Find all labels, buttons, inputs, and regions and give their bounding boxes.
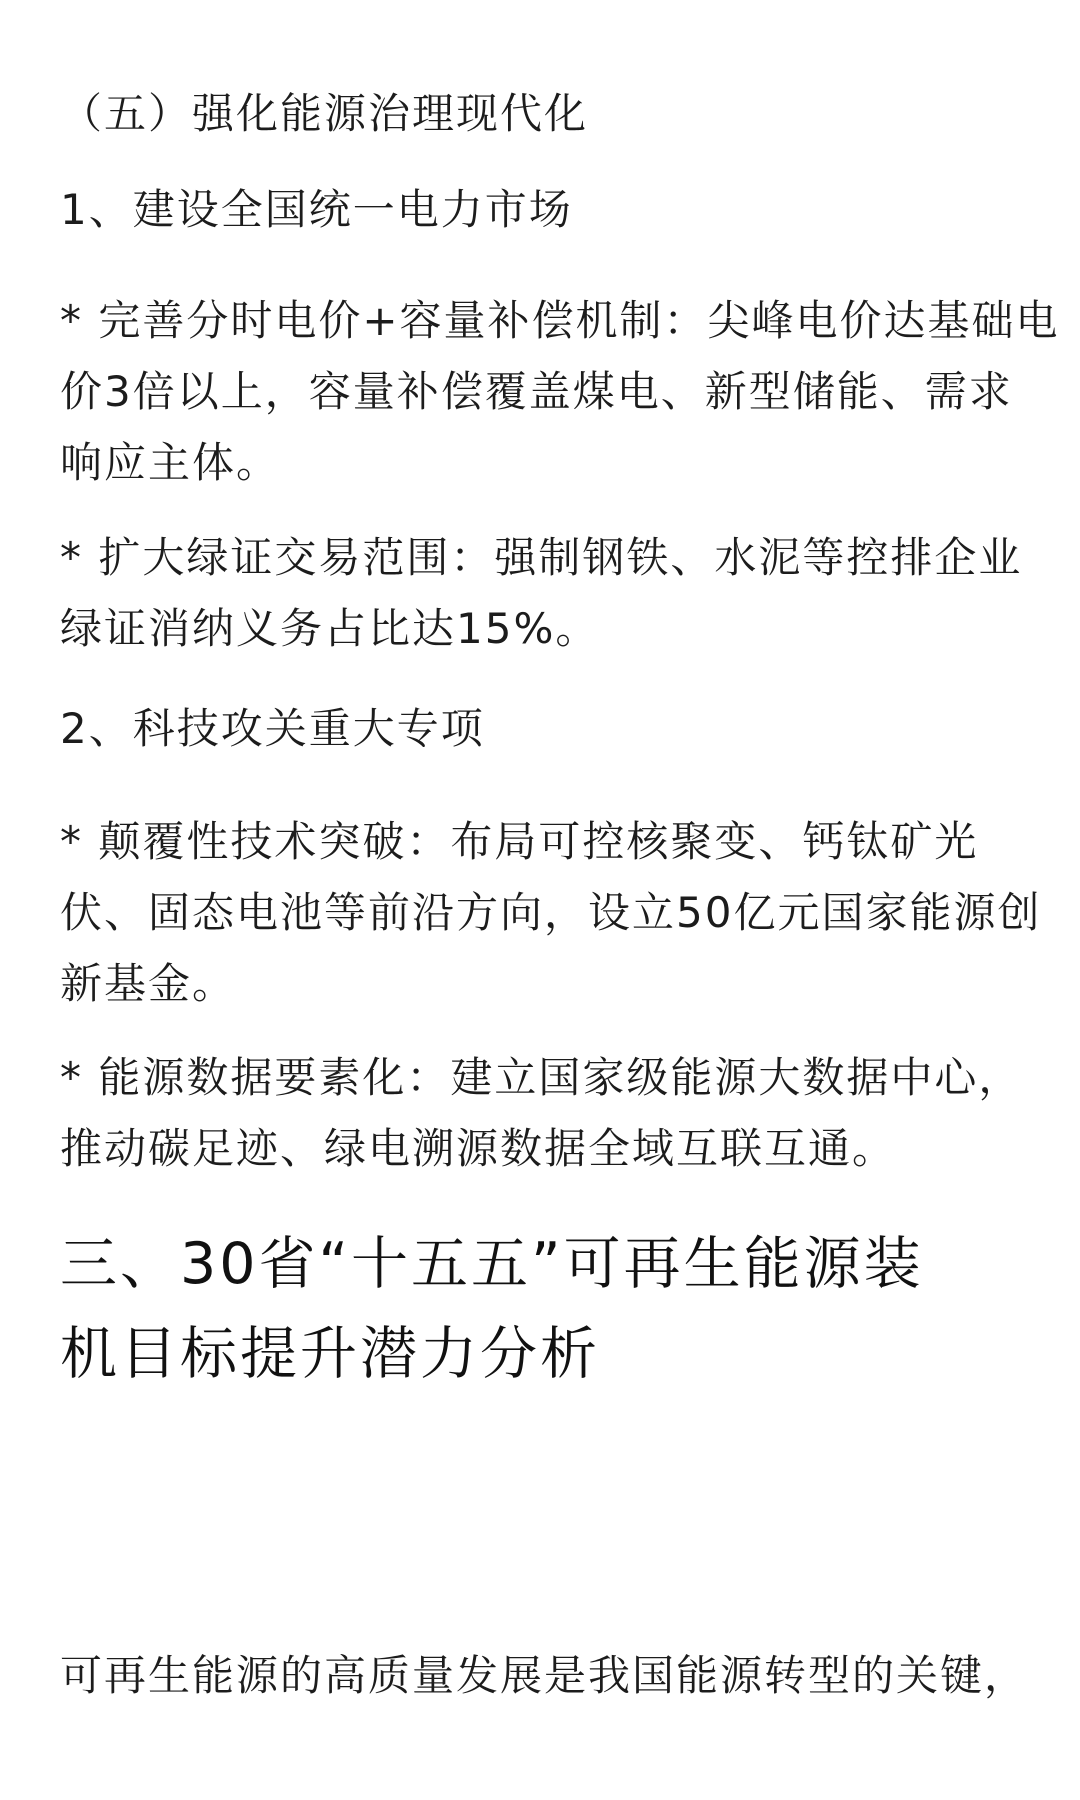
paragraph-line: 价3倍以上，容量补偿覆盖煤电、新型储能、需求 bbox=[60, 367, 1013, 416]
paragraph-line: * 能源数据要素化：建立国家级能源大数据中心， bbox=[60, 1053, 1023, 1102]
paragraph-line: 绿证消纳义务占比达15%。 bbox=[60, 604, 600, 653]
chapter-heading-line: 机目标提升潜力分析 bbox=[60, 1321, 600, 1387]
paragraph-line: 响应主体。 bbox=[60, 438, 281, 487]
paragraph-line: 推动碳足迹、绿电溯源数据全域互联互通。 bbox=[60, 1124, 897, 1173]
item-1-title bbox=[60, 174, 1026, 245]
item-2-bullet-2 bbox=[60, 1042, 1026, 1184]
item-2-title bbox=[60, 693, 1026, 764]
paragraph-line: * 颠覆性技术突破：布局可控核聚变、钙钛矿光 bbox=[60, 817, 979, 866]
item-1-title-text: 1、建设全国统一电力市场 bbox=[60, 185, 573, 234]
chapter-heading-line: 三、30省“十五五”可再生能源装 bbox=[60, 1231, 924, 1297]
item-1-bullet-2 bbox=[60, 522, 1026, 664]
paragraph-line: * 完善分时电价+容量补偿机制：尖峰电价达基础电 bbox=[60, 296, 1060, 345]
intro-paragraph bbox=[60, 1640, 1029, 1711]
paragraph-line: 新基金。 bbox=[60, 959, 237, 1008]
item-2-bullet-1 bbox=[60, 806, 1042, 1019]
item-2-title-text: 2、科技攻关重大专项 bbox=[60, 704, 485, 753]
item-1-bullet-1 bbox=[60, 285, 1060, 498]
section-heading-text: （五）强化能源治理现代化 bbox=[60, 89, 589, 138]
paragraph-line: * 扩大绿证交易范围：强制钢铁、水泥等控排企业 bbox=[60, 533, 1023, 582]
section-heading bbox=[60, 78, 1026, 149]
chapter-heading bbox=[60, 1219, 1026, 1399]
paragraph-line: 伏、固态电池等前沿方向，设立50亿元国家能源创 bbox=[60, 888, 1042, 937]
paragraph-line: 可再生能源的高质量发展是我国能源转型的关键， bbox=[60, 1651, 1029, 1700]
